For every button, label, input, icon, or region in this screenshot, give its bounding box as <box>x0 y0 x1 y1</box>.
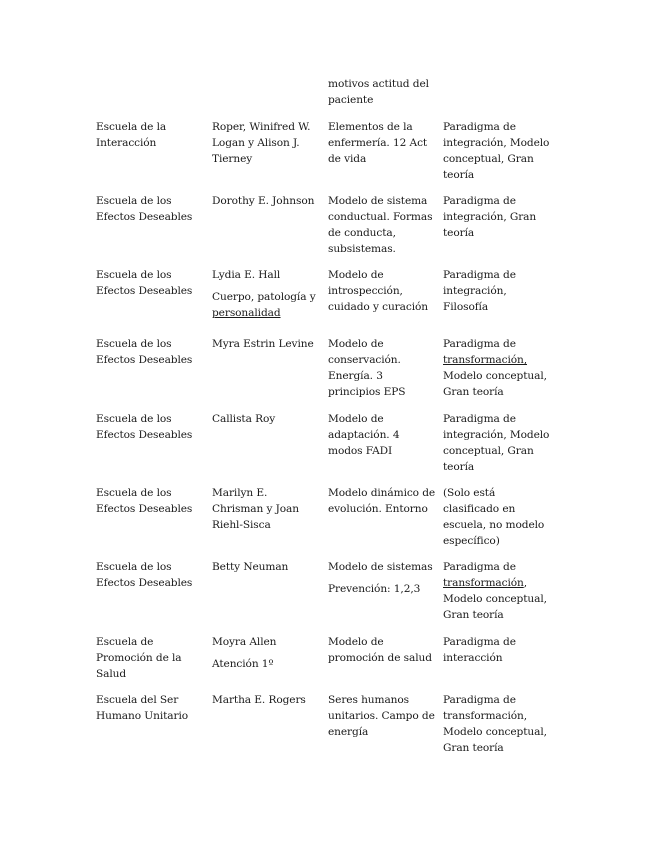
school-cell: Escuela de los Efectos Deseables <box>96 338 193 366</box>
school-cell: Escuela de los Efectos Deseables <box>96 269 193 297</box>
model-cell: Elementos de la enfermería. 12 Act de vida <box>328 121 428 165</box>
paradigm-cell: Paradigma de integración, Gran teoría <box>443 195 537 239</box>
model-cell: motivos actitud del paciente <box>328 78 429 106</box>
school-cell: Escuela de los Efectos Deseables <box>96 195 193 223</box>
school-cell: Escuela de los Efectos Deseables <box>96 561 193 589</box>
model-cell: Modelo dinámico de evolución. Entorno <box>328 487 436 515</box>
author-note: Atención 1º <box>212 658 274 670</box>
paradigm-cell: (Solo está clasificado en escuela, no modelo específico) <box>443 487 545 547</box>
authors-cell: Callista Roy <box>212 413 276 425</box>
author-name: Moyra Allen <box>212 636 277 648</box>
paradigm-underlined: transformación, <box>443 354 528 366</box>
paradigm-text: Paradigma de <box>443 338 516 350</box>
paradigm-text: Modelo conceptual, Gran teoría <box>443 593 547 621</box>
authors-cell: Marilyn E. Chrisman y Joan Riehl-Sisca <box>212 487 299 531</box>
paradigm-underlined: transformación <box>443 577 524 589</box>
authors-cell: Dorothy E. Johnson <box>212 195 315 207</box>
authors-cell: Myra Estrin Levine <box>212 338 314 350</box>
model-cell: Modelo de conservación. Energía. 3 principios EPS <box>328 338 406 398</box>
model-cell: Seres humanos unitarios. Campo de energía <box>328 694 435 738</box>
school-cell: Escuela de los Efectos Deseables <box>96 487 193 515</box>
author-note-underlined: personalidad <box>212 307 281 319</box>
author-name: Lydia E. Hall <box>212 269 281 281</box>
school-cell: Escuela de la Interacción <box>96 121 167 149</box>
model-cell <box>328 559 436 597</box>
paradigm-line <box>443 575 551 591</box>
authors-cell: Martha E. Rogers <box>212 694 306 706</box>
paradigm-cell <box>443 559 551 623</box>
paradigm-cell: Paradigma de integración, Modelo conceptual, Gran teoría <box>443 413 550 473</box>
paradigm-cell: Paradigma de transformación, Modelo conceptual, Gran teoría <box>443 694 547 754</box>
authors-cell <box>212 634 320 672</box>
authors-cell <box>212 267 320 321</box>
paradigm-text: Modelo conceptual, Gran teoría <box>443 370 547 398</box>
paradigm-text: Paradigma de <box>443 561 516 573</box>
school-cell: Escuela del Ser Humano Unitario <box>96 694 189 722</box>
author-note <box>212 289 320 321</box>
paradigm-cell <box>443 336 551 400</box>
model-cell: Modelo de introspección, cuidado y curación <box>328 269 428 313</box>
authors-cell: Betty Neuman <box>212 561 289 573</box>
model-name: Modelo de sistemas <box>328 561 433 573</box>
paradigm-cell: Paradigma de integración, Modelo conceptual, Gran teoría <box>443 121 550 181</box>
model-cell: Modelo de promoción de salud <box>328 636 432 664</box>
paradigm-cell: Paradigma de integración, Filosofía <box>443 269 516 313</box>
model-cell: Modelo de sistema conductual. Formas de conducta, subsistemas. <box>328 195 433 255</box>
authors-cell: Roper, Winifred W. Logan y Alison J. Tierney <box>212 121 311 165</box>
model-cell: Modelo de adaptación. 4 modos FADI <box>328 413 400 457</box>
paradigm-comma: , <box>523 577 528 589</box>
author-note-text: Cuerpo, patología y <box>212 291 316 303</box>
school-cell: Escuela de Promoción de la Salud <box>96 636 182 680</box>
school-cell: Escuela de los Efectos Deseables <box>96 413 193 441</box>
model-note: Prevención: 1,2,3 <box>328 583 421 595</box>
paradigm-cell: Paradigma de interacción <box>443 636 516 664</box>
